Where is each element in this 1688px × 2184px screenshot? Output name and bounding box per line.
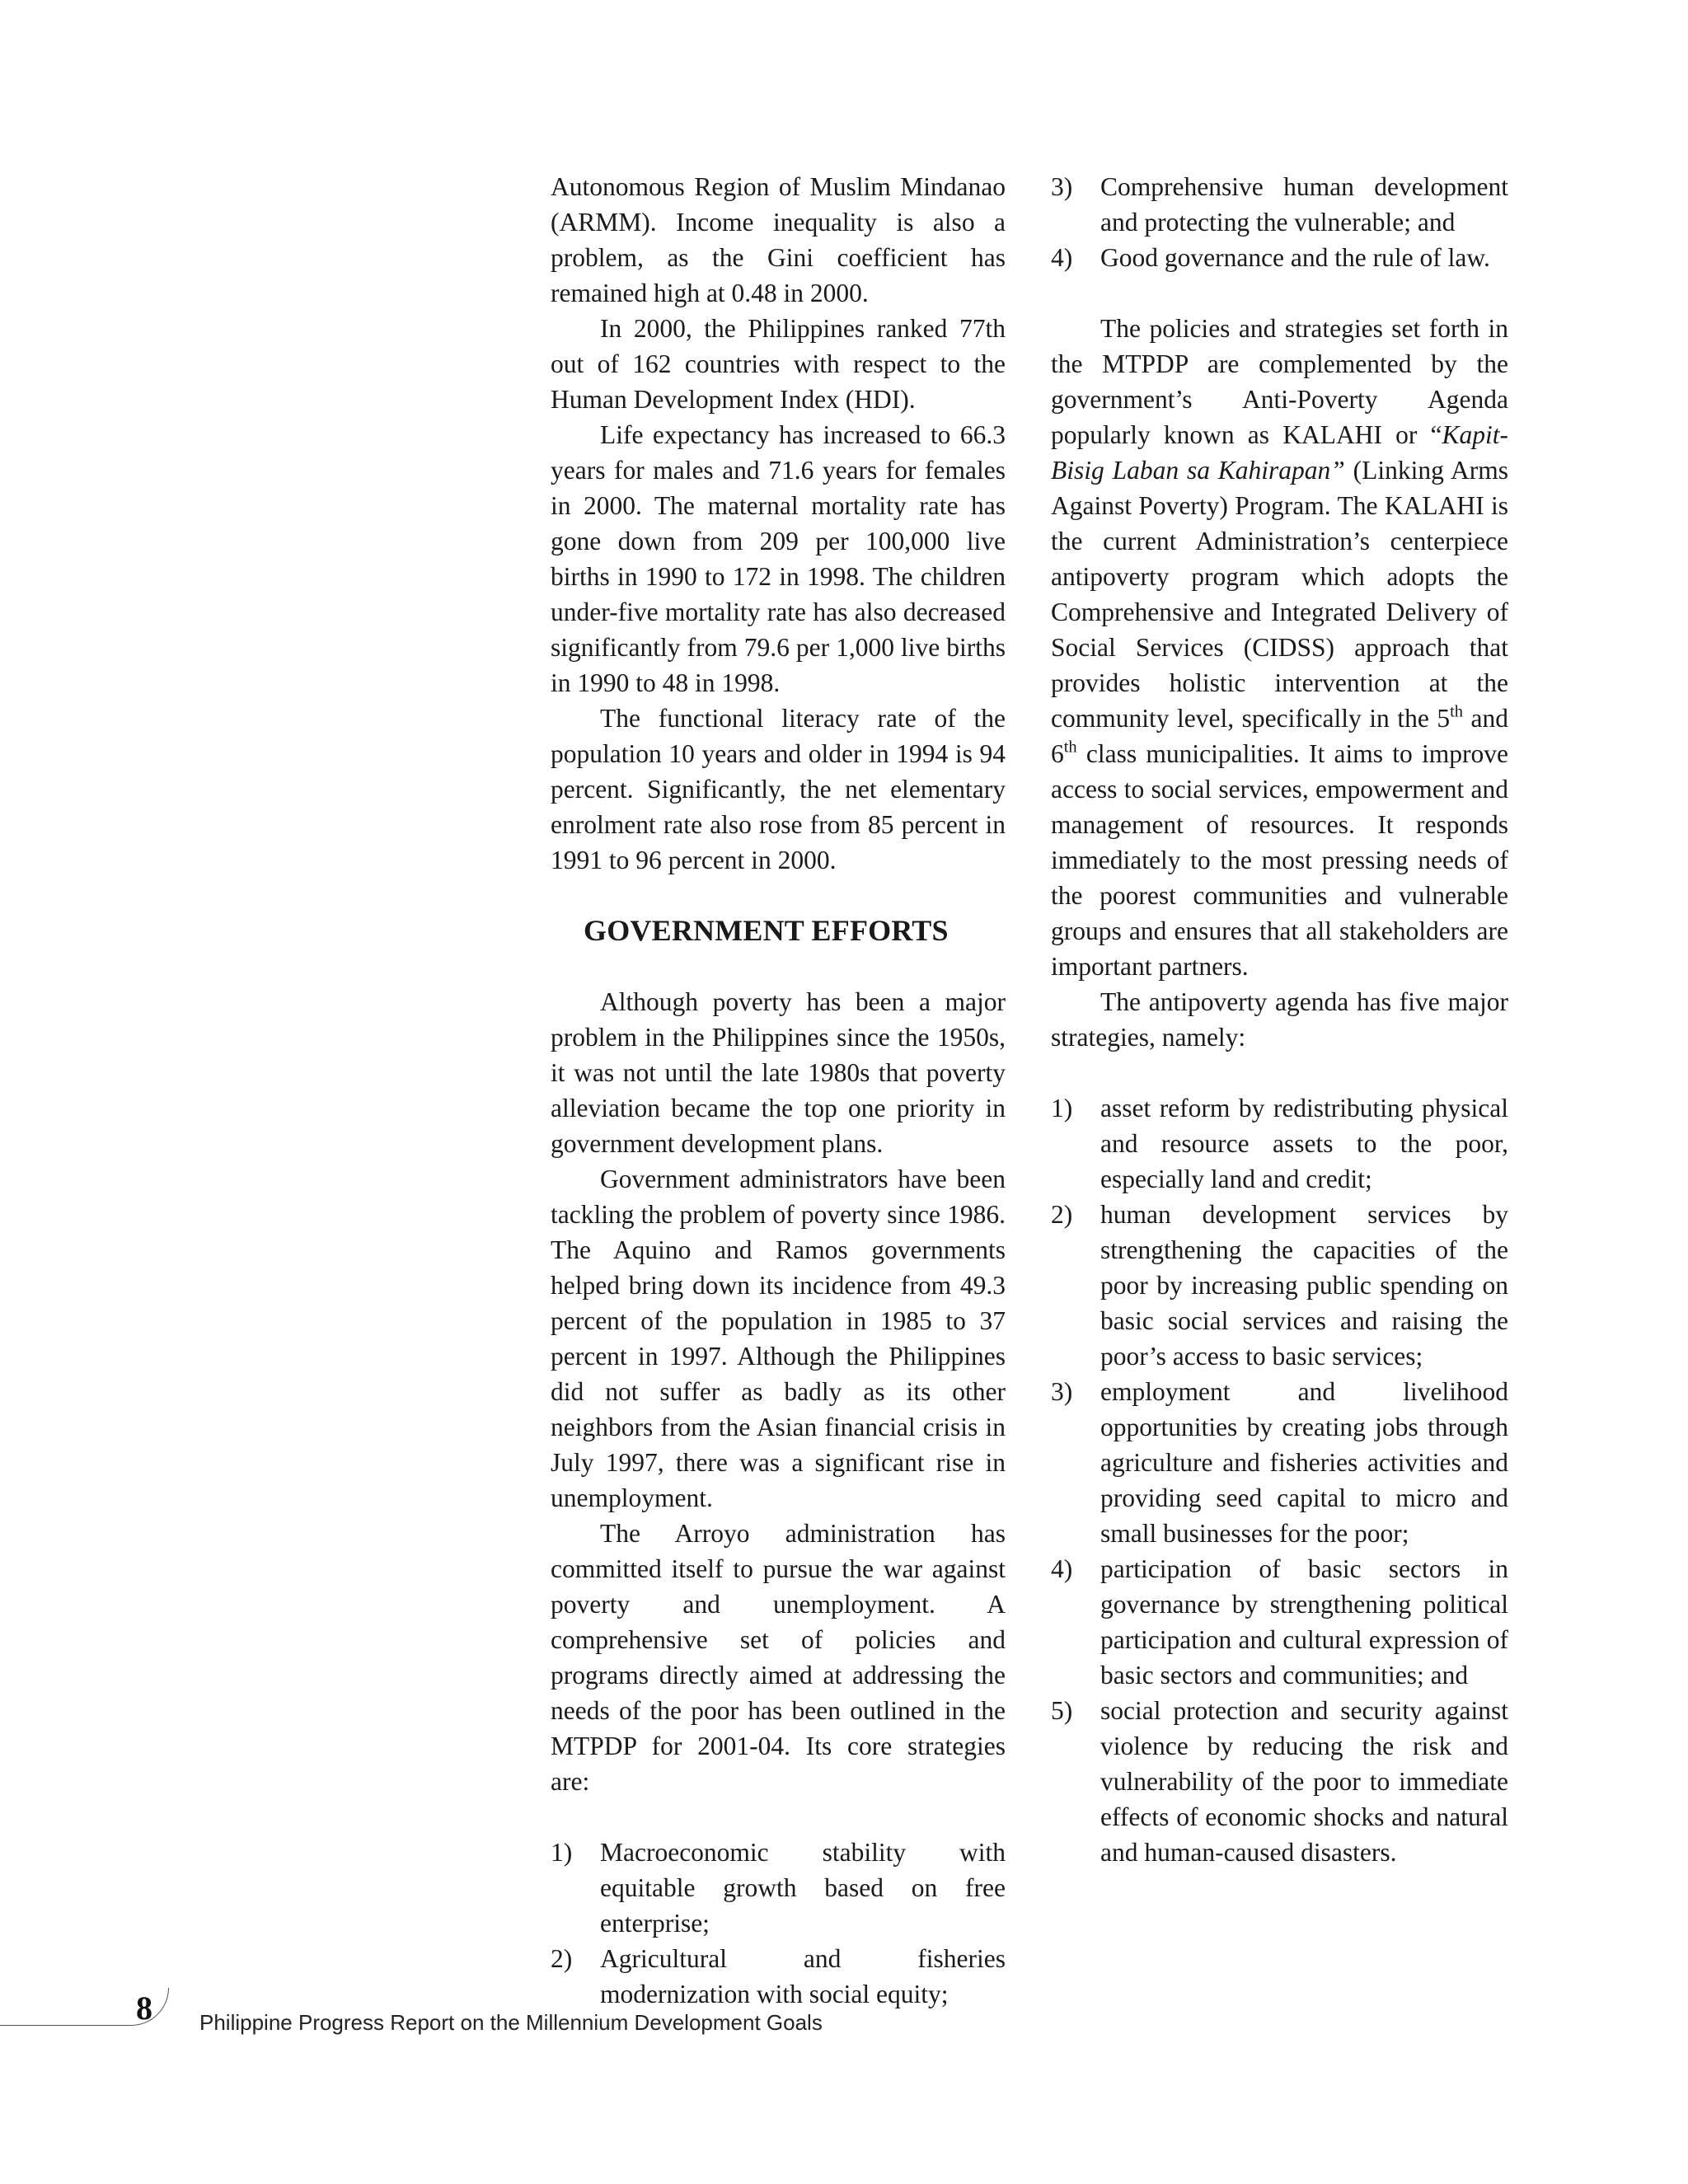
list-item (1051, 1197, 1508, 1374)
list-number: 4) (1051, 243, 1073, 272)
right-column (1051, 169, 1508, 1870)
paragraph-armm: Autonomous Region of Muslim Mindanao (ARMM). Income inequality is also a problem, as the Gini coefficient has remained high at 0.48 in 2000. (551, 172, 1006, 307)
list-number: 2) (1051, 1200, 1073, 1229)
footer-title: Philippine Progress Report on the Millennium Development Goals (199, 2010, 823, 2035)
paragraph-antipoverty-agenda: The antipoverty agenda has five major strategies, namely: (1051, 987, 1508, 1052)
list-text: human development services by strengthening the capacities of the poor by increasing public spending on basic social services and raising the poor’s access to basic services; (1100, 1200, 1508, 1371)
paragraph-life-expectancy: Life expectancy has increased to 66.3 years for males and 71.6 years for females in 2000. The maternal mortality rate has gone down from 209 per 100,000 live births in 1990 to 172 in 1998. The children under-five mortality rate has also decreased significantly from 79.6 per 1,000 live births in 1990 to 48 in 1998. (551, 420, 1006, 697)
kalahi-text-a: The policies and strategies set forth in the MTPDP are complemented by the government’s Anti-Poverty Agenda popularly known as KALAHI or “ (1051, 314, 1508, 449)
paragraph-kalahi (1051, 311, 1508, 984)
antipoverty-strategies-list (1051, 1090, 1508, 1870)
paragraph-arroyo-administration: The Arroyo administration has committed itself to pursue the war against poverty and unemployment. A comprehensive set of policies and programs directly aimed at addressing the needs of the poor has been outlined in the MTPDP for 2001-04. Its core strategies are: (551, 1519, 1006, 1796)
paragraph-government-administrators: Government administrators have been tackling the problem of poverty since 1986. The Aquino and Ramos governments helped bring down its incidence from 49.3 percent of the population in 1985 to 37 percent in 1997. Although the Philippines did not suffer as badly as its other neighbors from the Asian financial crisis in July 1997, there was a significant rise in unemployment. (551, 1165, 1006, 1512)
list-text: social protection and security against violence by reducing the risk and vulnerability of the poor to immediate effects of economic shocks and natural and human-caused disasters. (1100, 1696, 1508, 1867)
kalahi-text-c: and 6 (1051, 704, 1508, 768)
list-item (551, 1941, 1006, 2012)
list-text: asset reform by redistributing physical and resource assets to the poor, especially land and credit; (1100, 1094, 1508, 1193)
kalahi-text-d: class municipalities. It aims to improve access to social services, empowerment and management of resources. It responds immediately to the most pressing needs of the poorest communities and vulnerable groups and ensures that all stakeholders are important partners. (1051, 739, 1508, 981)
superscript-th: th (1063, 738, 1077, 757)
list-text: employment and livelihood opportunities by creating jobs through agriculture and fisheries activities and providing seed capital to micro and small businesses for the poor; (1100, 1377, 1508, 1548)
list-item (1051, 1090, 1508, 1197)
kalahi-italic-text: Kapit-Bisig Laban sa Kahirapan” (1051, 420, 1508, 485)
list-text: participation of basic sectors in governance by strengthening political participation and cultural expression of basic sectors and communities; and (1100, 1554, 1508, 1690)
superscript-th: th (1450, 702, 1463, 721)
list-number: 5) (1051, 1696, 1073, 1725)
paragraph-literacy: The functional literacy rate of the population 10 years and older in 1994 is 94 percent. Significantly, the net elementary enrolment rate also rose from 85 percent in 1991 to 96 percent in 2000. (551, 704, 1006, 874)
list-item (1051, 1374, 1508, 1551)
list-item (1051, 240, 1508, 275)
core-strategies-list-continued (1051, 169, 1508, 275)
kalahi-text-b: (Linking Arms Against Poverty) Program. The KALAHI is the current Administration’s centerpiece antipoverty program which adopts the Comprehensive and Integrated Delivery of Social Services (CIDSS) approach that provides holistic intervention at the community level, specifically in the 5 (1051, 456, 1508, 733)
core-strategies-list (551, 1835, 1006, 2012)
list-text: Comprehensive human development and protecting the vulnerable; and (1100, 172, 1508, 237)
list-item (1051, 1551, 1508, 1693)
list-item (551, 1835, 1006, 1941)
paragraph-hdi: In 2000, the Philippines ranked 77th out of 162 countries with respect to the Human Development Index (HDI). (551, 314, 1006, 414)
page-number: 8 (136, 1990, 152, 2027)
list-number: 3) (1051, 1377, 1073, 1406)
list-number: 3) (1051, 172, 1073, 201)
list-text: Good governance and the rule of law. (1100, 243, 1490, 272)
spacer (1051, 1055, 1508, 1090)
list-item (1051, 169, 1508, 240)
list-number: 2) (551, 1944, 573, 1973)
list-number: 4) (1051, 1554, 1073, 1583)
paragraph-poverty-history: Although poverty has been a major problem in the Philippines since the 1950s, it was not until the late 1980s that poverty alleviation became the top one priority in government development plans. (551, 987, 1006, 1158)
list-text: Agricultural and fisheries modernization with social equity; (600, 1944, 1006, 2008)
section-heading: GOVERNMENT EFFORTS (584, 914, 949, 947)
list-number: 1) (1051, 1094, 1073, 1122)
spacer (551, 1799, 1006, 1835)
list-item (1051, 1693, 1508, 1870)
list-text: Macroeconomic stability with equitable growth based on free enterprise; (600, 1838, 1006, 1938)
left-column (551, 169, 1006, 2012)
list-number: 1) (551, 1838, 573, 1867)
spacer (1051, 275, 1508, 311)
